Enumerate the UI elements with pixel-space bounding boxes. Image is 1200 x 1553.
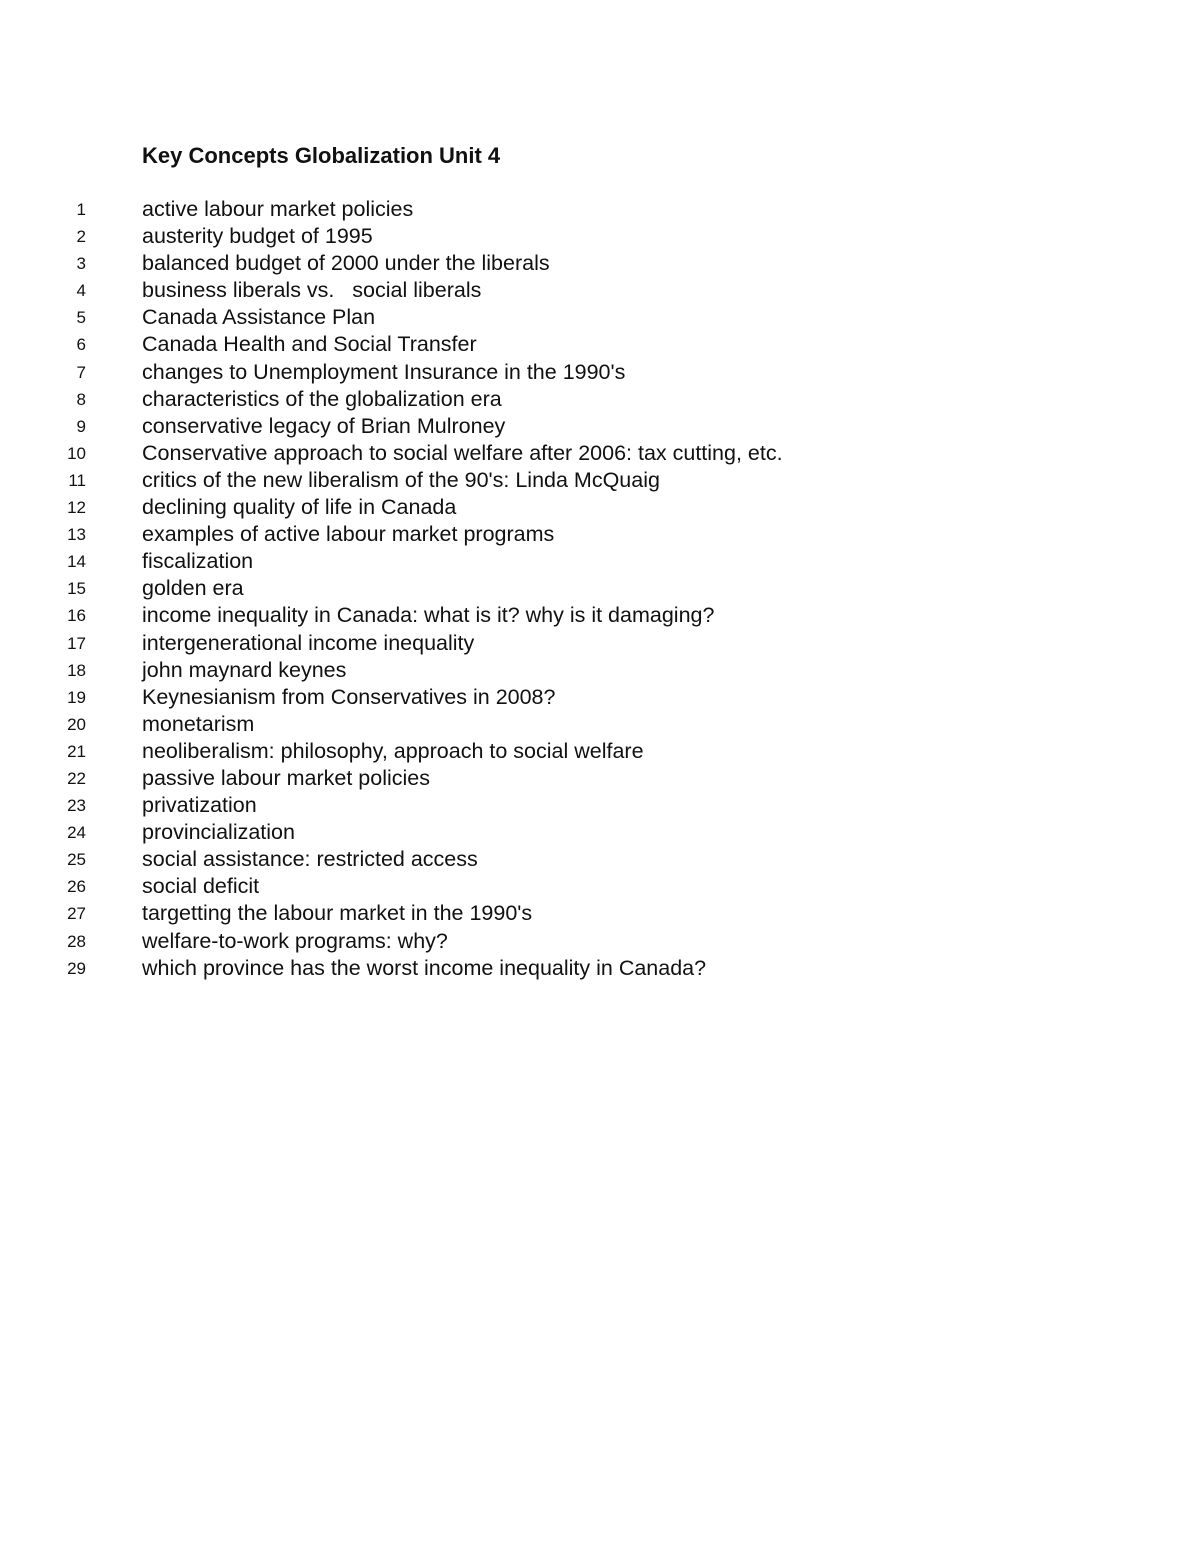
- list-item-text: changes to Unemployment Insurance in the 1990's: [142, 359, 626, 384]
- list-item-number: 25: [67, 850, 86, 870]
- list-item: [0, 467, 1200, 494]
- list-item: [0, 521, 1200, 548]
- list-item-text: active labour market policies: [142, 197, 414, 221]
- list-item-number: 16: [67, 606, 86, 626]
- list-item: [0, 900, 1200, 927]
- list-item: [0, 819, 1200, 846]
- list-item-number: 6: [76, 335, 86, 355]
- list-item: [0, 765, 1200, 792]
- list-item-number: 27: [67, 904, 86, 924]
- list-item-number: 22: [67, 768, 86, 788]
- list-item-text: Conservative approach to social welfare after 2006: tax cutting, etc.: [142, 440, 783, 465]
- list-item-number: 23: [67, 796, 86, 816]
- list-item-number: 28: [67, 931, 86, 951]
- list-item-text: john maynard keynes: [142, 657, 347, 682]
- list-item-text: privatization: [142, 793, 257, 818]
- list-item-text: golden era: [142, 576, 244, 601]
- list-item-text: intergenerational income inequality: [142, 630, 475, 655]
- list-item-text: social deficit: [142, 874, 260, 899]
- list-item-text: Canada Assistance Plan: [142, 305, 376, 330]
- list-item-text: balanced budget of 2000 under the liberals: [142, 251, 550, 276]
- list-item-text: monetarism: [142, 711, 255, 736]
- list-item-text: critics of the new liberalism of the 90's: Linda McQuaig: [142, 467, 660, 492]
- list-item: [0, 575, 1200, 602]
- list-item-text: Canada Health and Social Transfer: [142, 332, 477, 357]
- list-item: [0, 846, 1200, 873]
- list-item: [0, 196, 1200, 223]
- list-item-text: income inequality in Canada: what is it? why is it damaging?: [142, 603, 715, 628]
- list-item-number: 8: [76, 389, 86, 409]
- list-item-number: 12: [67, 498, 86, 518]
- list-item-number: 1: [76, 200, 86, 219]
- list-item-number: 14: [67, 552, 86, 572]
- list-item: [0, 250, 1200, 277]
- list-item-text: targetting the labour market in the 1990's: [142, 901, 533, 926]
- list-item: [0, 359, 1200, 386]
- list-item-text: austerity budget of 1995: [142, 224, 373, 249]
- list-item-number: 15: [67, 579, 86, 599]
- list-item-number: 19: [67, 687, 86, 707]
- list-item-text: welfare-to-work programs: why?: [142, 928, 448, 953]
- list-item-number: 4: [76, 281, 86, 301]
- list-item-text: Keynesianism from Conservatives in 2008?: [142, 684, 556, 709]
- list-item-text: neoliberalism: philosophy, approach to social welfare: [142, 738, 644, 763]
- list-item: [0, 304, 1200, 331]
- list-item: [0, 738, 1200, 765]
- list-item-number: 18: [67, 660, 86, 680]
- list-item: [0, 955, 1200, 982]
- list-item-text: passive labour market policies: [142, 765, 430, 790]
- list-item-number: 7: [76, 362, 86, 382]
- list-item: [0, 413, 1200, 440]
- list-item-number: 24: [67, 823, 86, 843]
- list-item-text: characteristics of the globalization era: [142, 386, 502, 411]
- list-item-text: which province has the worst income inequality in Canada?: [142, 955, 707, 980]
- list-item-text: conservative legacy of Brian Mulroney: [142, 413, 506, 438]
- list-item: [0, 440, 1200, 467]
- list-item: [0, 928, 1200, 955]
- list-item-number: 2: [76, 227, 86, 247]
- list-item-number: 29: [67, 958, 86, 978]
- list-item-text: declining quality of life in Canada: [142, 495, 457, 520]
- list-item: [0, 602, 1200, 629]
- list-item: [0, 873, 1200, 900]
- list-item: [0, 331, 1200, 358]
- list-item-number: 5: [76, 308, 86, 328]
- list-item-text: business liberals vs. social liberals: [142, 278, 482, 303]
- list-item-text: fiscalization: [142, 549, 254, 574]
- list-item-number: 10: [67, 443, 86, 463]
- list-item-text: provincialization: [142, 820, 295, 845]
- list-item-number: 26: [67, 877, 86, 897]
- list-item: [0, 494, 1200, 521]
- concept-list: [0, 196, 1200, 982]
- list-item-text: social assistance: restricted access: [142, 847, 478, 872]
- list-item: [0, 223, 1200, 250]
- list-item: [0, 630, 1200, 657]
- list-item: [0, 277, 1200, 304]
- list-item: [0, 657, 1200, 684]
- list-item: [0, 684, 1200, 711]
- list-item-number: 13: [67, 525, 86, 545]
- list-item-number: 3: [76, 254, 86, 274]
- list-item-number: 21: [67, 741, 86, 761]
- list-item-number: 20: [67, 714, 86, 734]
- list-item-number: 17: [67, 633, 86, 653]
- list-item: [0, 386, 1200, 413]
- list-item-number: 9: [76, 416, 86, 436]
- list-item-text: examples of active labour market programs: [142, 522, 555, 547]
- document-title: Key Concepts Globalization Unit 4: [142, 143, 501, 168]
- list-item-number: 11: [68, 470, 86, 490]
- list-item: [0, 792, 1200, 819]
- list-item: [0, 711, 1200, 738]
- list-item: [0, 548, 1200, 575]
